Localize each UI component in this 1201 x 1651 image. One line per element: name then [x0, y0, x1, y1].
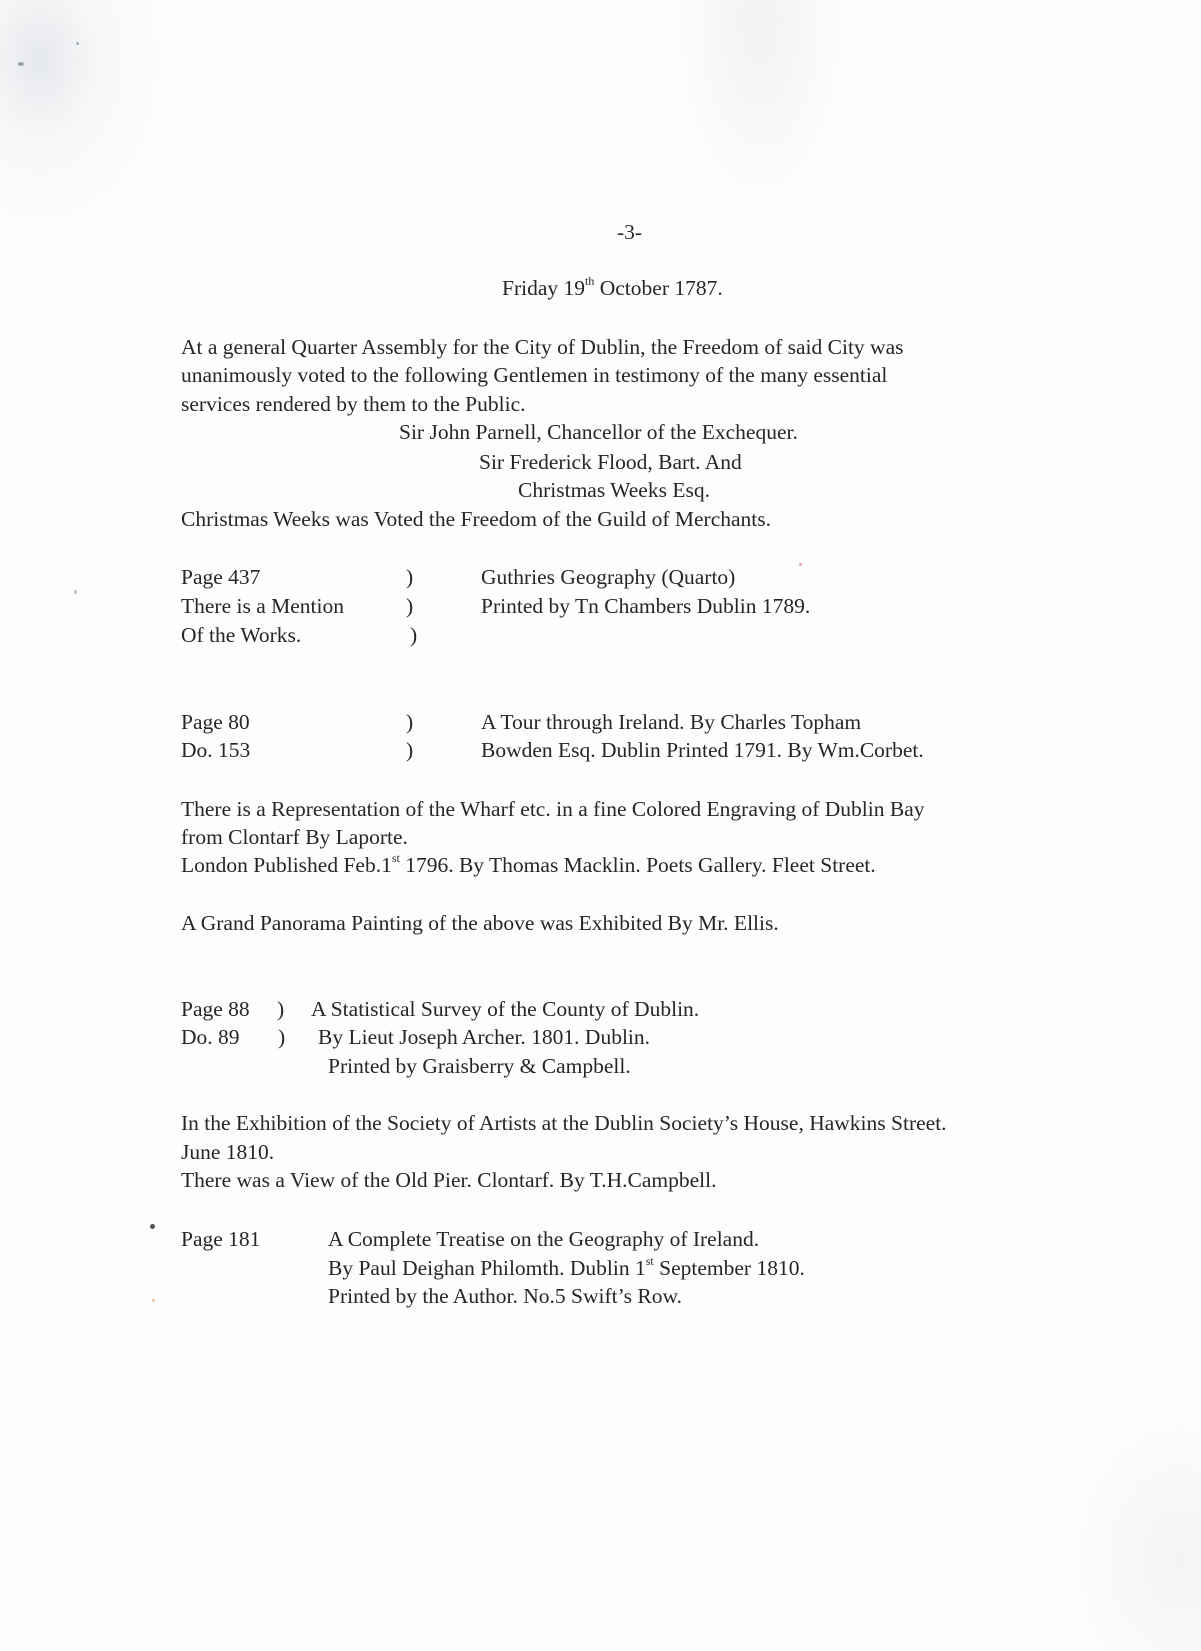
scan-speck	[150, 1224, 155, 1229]
ref4-author: By Paul Deighan Philomth. Dublin 1	[328, 1256, 646, 1280]
ref3-left: Do. 89	[181, 1025, 240, 1049]
ref1-left: Page 437	[181, 565, 261, 589]
date-heading-ordinal: th	[585, 273, 595, 288]
exhibition-line: In the Exhibition of the Society of Artists at the Dublin Society’s House, Hawkins Street.	[181, 1111, 947, 1135]
scan-speck	[76, 42, 79, 45]
guild-note: Christmas Weeks was Voted the Freedom of the Guild of Merchants.	[181, 507, 772, 531]
engraving-line: There is a Representation of the Wharf etc. in a fine Colored Engraving of Dublin Bay	[181, 797, 925, 821]
ref4-right: Printed by the Author. No.5 Swift’s Row.	[328, 1284, 682, 1308]
exhibition-line: June 1810.	[181, 1140, 275, 1164]
ref1-left: There is a Mention	[181, 594, 344, 618]
ref3-right: Printed by Graisberry & Campbell.	[328, 1054, 631, 1078]
date-heading-rest: October 1787.	[594, 276, 723, 300]
scan-speck	[152, 1299, 155, 1302]
ref2-paren: )	[406, 710, 414, 734]
ref2-left: Page 80	[181, 710, 250, 734]
exhibition-line: There was a View of the Old Pier. Clontarf. By T.H.Campbell.	[181, 1168, 717, 1192]
engraving-publication: London Published Feb.1	[181, 853, 392, 877]
ref3-right: By Lieut Joseph Archer. 1801. Dublin.	[318, 1025, 651, 1049]
honoree: Christmas Weeks Esq.	[518, 478, 710, 502]
intro-line: At a general Quarter Assembly for the City of Dublin, the Freedom of said City was	[181, 335, 904, 359]
ref1-right: Guthries Geography (Quarto)	[481, 565, 736, 589]
scan-speck	[799, 563, 802, 566]
ref1-right: Printed by Tn Chambers Dublin 1789.	[481, 594, 811, 618]
ref2-paren: )	[406, 738, 414, 762]
ref2-left: Do. 153	[181, 738, 251, 762]
honoree: Sir Frederick Flood, Bart. And	[479, 450, 742, 474]
date-heading-day: Friday 19	[502, 276, 586, 300]
ref3-right: A Statistical Survey of the County of Dublin.	[311, 997, 700, 1021]
ref1-paren: )	[410, 623, 418, 647]
ref4-left: Page 181	[181, 1227, 261, 1251]
date-heading	[502, 274, 723, 302]
page-number: -3-	[617, 220, 643, 244]
ref4-right	[328, 1254, 805, 1282]
scan-speck	[74, 590, 77, 594]
ref1-left: Of the Works.	[181, 623, 302, 647]
ref2-right: A Tour through Ireland. By Charles Topham	[481, 710, 862, 734]
engraving-line	[181, 851, 876, 879]
ref4-ordinal: st	[645, 1253, 654, 1268]
ref3-paren: )	[277, 997, 285, 1021]
ref4-date-rest: September 1810.	[653, 1256, 805, 1280]
intro-line: unanimously voted to the following Gentlemen in testimony of the many essential	[181, 363, 888, 387]
ref2-right: Bowden Esq. Dublin Printed 1791. By Wm.Corbet.	[481, 738, 924, 762]
ref4-right: A Complete Treatise on the Geography of Ireland.	[328, 1227, 760, 1251]
engraving-publication-rest: 1796. By Thomas Macklin. Poets Gallery. Fleet Street.	[399, 853, 876, 877]
engraving-ordinal: st	[391, 850, 400, 865]
ref1-paren: )	[406, 594, 414, 618]
ref1-paren: )	[406, 565, 414, 589]
intro-line: services rendered by them to the Public.	[181, 392, 526, 416]
scan-speck	[18, 62, 24, 66]
engraving-line: from Clontarf By Laporte.	[181, 825, 408, 849]
panorama-note: A Grand Panorama Painting of the above was Exhibited By Mr. Ellis.	[181, 911, 779, 935]
honoree: Sir John Parnell, Chancellor of the Exchequer.	[399, 420, 798, 444]
ref3-left: Page 88	[181, 997, 250, 1021]
ref3-paren: )	[278, 1025, 286, 1049]
